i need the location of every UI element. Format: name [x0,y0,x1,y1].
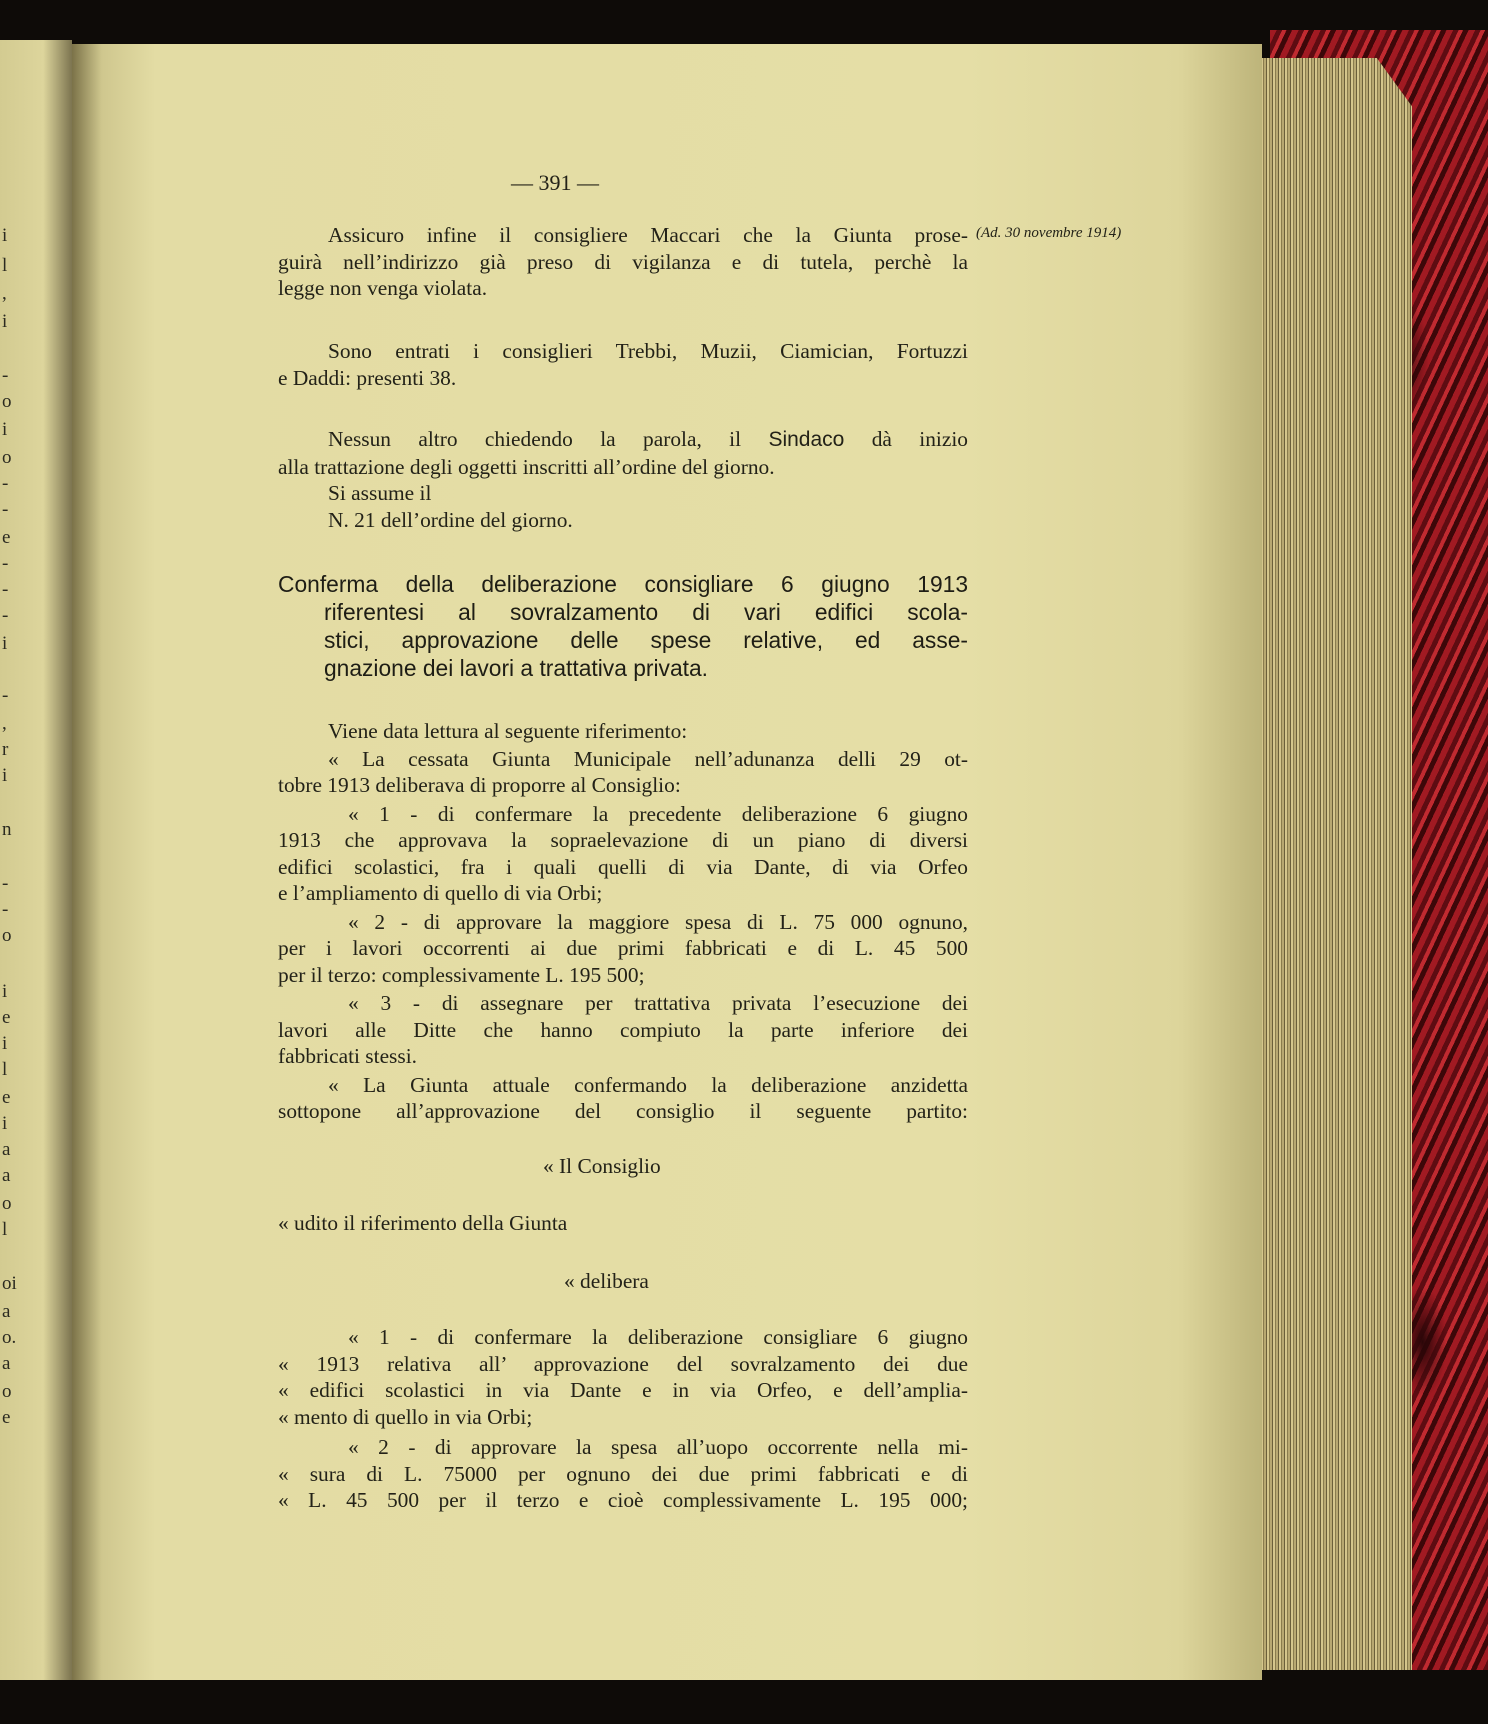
margin-letter: , [2,713,7,734]
body-text [278,718,968,1514]
sindaco-label: Sindaco [768,428,845,451]
margin-letter: - [2,553,9,574]
margin-letter: a [2,1301,11,1322]
heading-line: riferentesi al sovralzamento di vari edifici scola- [324,599,968,625]
text-line: « La cessata Giunta Municipale nell’adunanza delli 29 ot- [328,746,968,771]
il-consiglio-line: « Il Consiglio [543,1153,661,1178]
text-line: « 2 - di approvare la maggiore spesa di L. 75 000 ognuno, [348,909,968,934]
text-line: « L. 45 500 per il terzo e cioè complessivamente L. 195 000; [278,1488,968,1512]
margin-letter: n [2,819,12,840]
page-number: — 391 — [511,170,599,195]
margin-letter: a [2,1139,11,1160]
text-line: « 1 - di confermare la precedente deliberazione 6 giugno [348,801,968,826]
paragraph-nessun [278,426,968,533]
margin-letter: - [2,499,9,520]
text-segment: dà inizio [871,427,968,451]
text-line: edifici scolastici, fra i quali quelli di via Dante, di via Orfeo [278,854,968,879]
margin-letter: a [2,1353,11,1374]
text-line: « La Giunta attuale confermando la deliberazione anzidetta [328,1072,968,1097]
paragraph-entrati [278,338,968,391]
text-line: legge non venga violata. [278,276,488,300]
margin-letter: i [2,1113,8,1134]
margin-letter: - [2,579,9,600]
text-line: e Daddi: presenti 38. [278,365,457,390]
heading-line: Conferma della deliberazione consigliare 6 giugno 1913 [278,571,968,597]
left-page-margin-letters [0,40,22,1680]
margin-letter: i [2,633,8,654]
section-heading [278,570,968,682]
delibera-line: « delibera [564,1268,649,1293]
margin-note-date: (Ad. 30 novembre 1914) [976,225,1122,241]
text-line: N. 21 dell’ordine del giorno. [328,507,573,532]
margin-letter: - [2,605,9,626]
text-line: per il terzo: complessivamente L. 195 500; [278,962,645,987]
text-line: tobre 1913 deliberava di proporre al Consiglio: [278,773,681,797]
margin-letter: o [2,391,12,412]
margin-letter: i [2,981,8,1002]
margin-letter: e [2,1407,11,1428]
text-line: Si assume il [328,481,432,505]
margin-letter: o [2,1193,12,1214]
text-line: « 2 - di approvare la spesa all’uopo occorrente nella mi- [348,1435,968,1459]
text-line: « sura di L. 75000 per ognuno dei due primi fabbricati e di [278,1461,968,1486]
margin-letter: i [2,1033,8,1054]
margin-letter: o [2,447,12,468]
text-line: guirà nell’indirizzo già preso di vigilanza e di tutela, perchè la [278,249,968,274]
text-line: 1913 che approvava la sopraelevazione di un piano di diversi [278,828,968,852]
margin-letter: e [2,1007,11,1028]
margin-letter: l [2,255,8,276]
text-line: « 1 - di confermare la deliberazione consigliare 6 giugno [348,1325,968,1349]
text-line: « 3 - di assegnare per trattativa privata l’esecuzione dei [348,991,968,1015]
margin-letter: - [2,365,9,386]
text-line: « mento di quello in via Orbi; [278,1404,533,1429]
text-line: e l’ampliamento di quello di via Orbi; [278,881,603,905]
page-edges [1252,58,1412,1670]
margin-letter: - [2,873,9,894]
text-segment: Nessun altro chiedendo la parola, il [328,427,742,451]
text-line: per i lavori occorrenti ai due primi fabbricati e di L. 45 500 [278,936,968,960]
margin-letter: a [2,1165,11,1186]
text-line: « 1913 relativa all’ approvazione del sovralzamento dei due [278,1351,968,1376]
heading-line: stici, approvazione delle spese relative, ed asse- [324,627,968,653]
text-line: alla trattazione degli oggetti inscritti all’ordine del giorno. [278,454,775,479]
margin-letter: l [2,1219,8,1240]
margin-letter: - [2,473,9,494]
margin-letter: i [2,225,8,246]
margin-letter: - [2,899,9,920]
margin-letter: e [2,1087,11,1108]
text-line: sottopone all’approvazione del consiglio il seguente partito: [278,1099,968,1123]
margin-letter: i [2,311,8,332]
margin-letter: i [2,765,8,786]
udito-line: « udito il riferimento della Giunta [278,1211,568,1235]
paragraph-assicuro [278,222,968,302]
margin-letter: , [2,283,7,304]
intro-line: Viene data lettura al seguente riferimento: [328,719,688,743]
margin-letter: e [2,527,11,548]
text-line: « edifici scolastici in via Dante e in via Orfeo, e dell’amplia- [278,1378,968,1402]
margin-letter: - [2,685,9,706]
margin-letter: o [2,925,12,946]
heading-line: gnazione dei lavori a trattativa privata. [324,655,708,681]
margin-letter: i [2,419,8,440]
margin-letter: l [2,1059,8,1080]
text-line: Assicuro infine il consigliere Maccari che la Giunta prose- [328,223,968,247]
text-line: lavori alle Ditte che hanno compiuto la parte inferiore dei [278,1017,968,1042]
margin-letter: r [2,739,9,760]
text-line [278,426,968,454]
margin-letter: oi [2,1273,17,1294]
text-line: Sono entrati i consiglieri Trebbi, Muzii, Ciamician, Fortuzzi [328,339,968,363]
text-line: fabbricati stessi. [278,1044,417,1068]
margin-letter: o [2,1381,12,1402]
margin-letter: o. [2,1327,17,1348]
